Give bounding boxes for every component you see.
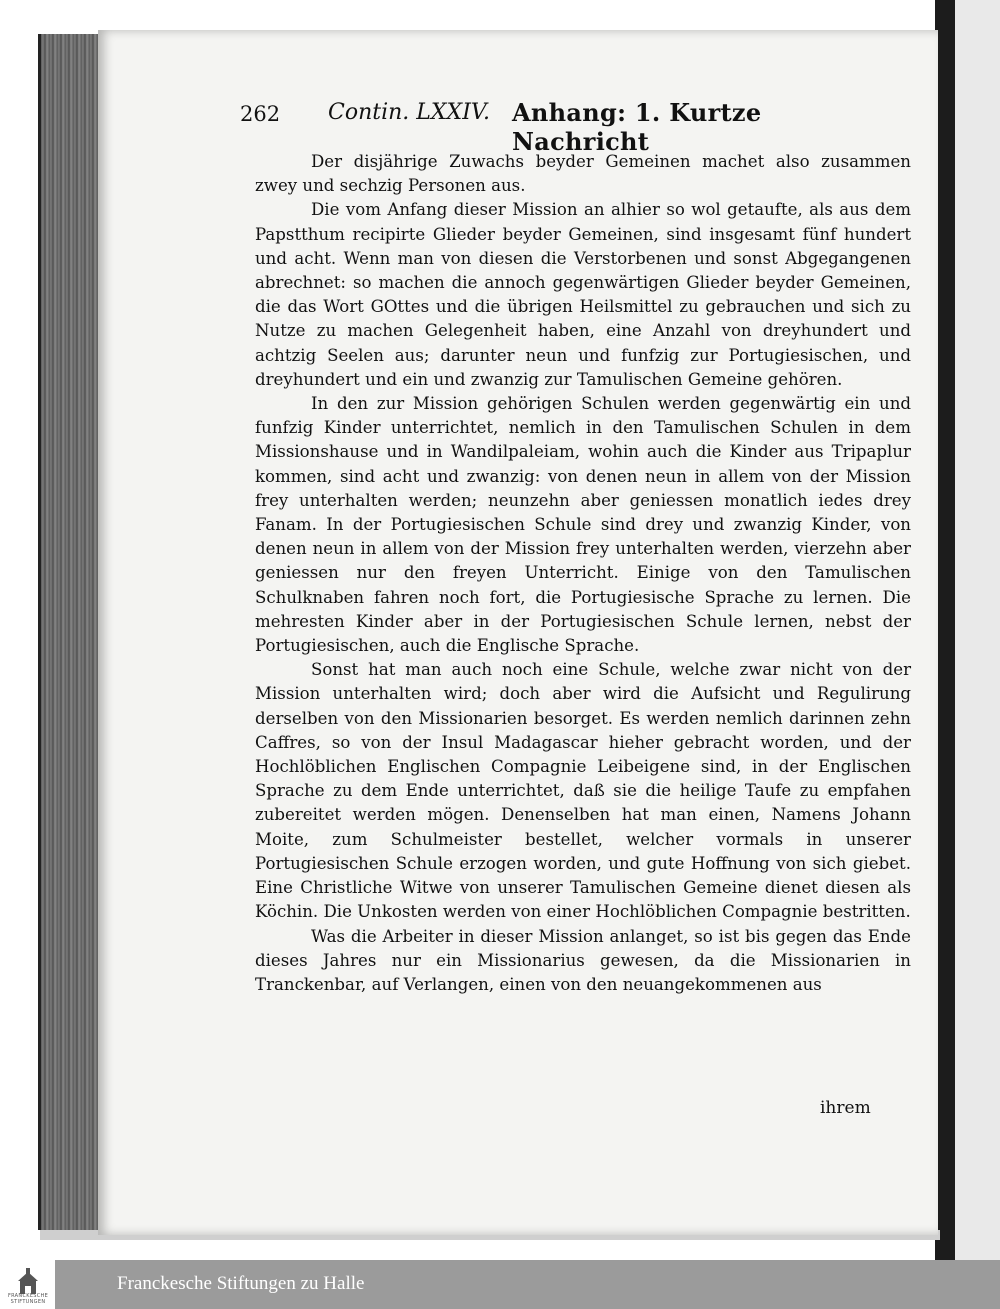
paragraph: Was die Arbeiter in dieser Mission anlanget, so ist bis gegen das Ende dieses Jahres nur ein Missionarius gewesen, da die Missionarien in Tranckenbar, auf Verlangen, einen von den neuangekommenen aus <box>255 926 911 994</box>
running-header <box>240 98 840 156</box>
paragraph: Sonst hat man auch noch eine Schule, welche zwar nicht von der Mission unterhalten wird; doch aber wird die Aufsicht und Regulirung derselben von den Missionarien besorget. Es werden nemlich darinnen zehn Caffres, so von der Insul Madagascar hieher gebracht worden, und der Hochlöblichen Englischen Compagnie Leibeigene sind, in der Englischen Sprache zu dem Ende unterrichtet, daß sie die heilige Taufe zu empfahen zubereitet werden mögen. Denenselben hat man einen, Namens Johann Moite, zum Schulmeister bestellet, welcher vormals in unserer Portugiesischen Schule erzogen worden, und gute Hoffnung von sich giebet. Eine Christliche Witwe von unserer Tamulischen Gemeine dienet diesen als Köchin. Die Unkosten werden von einer Hochlöblichen Compagnie bestritten. <box>255 660 911 922</box>
paragraph: In den zur Mission gehörigen Schulen werden gegenwärtig ein und funfzig Kinder unterrichtet, nemlich in den Tamulischen Schulen in dem Missionshause und in Wandilpaleiam, wohin auch die Kinder aus Tripaplur kommen, sind acht und zwanzig: von denen neun in allem von der Mission frey unterhalten werden; neunzehn aber geniessen monatlich iedes drey Fanam. In der Portugiesischen Schule sind drey und zwanzig Kinder, von denen neun in allem von der Mission frey unterhalten werden, vierzehn aber geniessen nur den freyen Unterricht. Einige von den Tamulischen Schulknaben fahren noch fort, die Portugiesische Sprache zu lernen. Die mehresten Kinder aber in der Portugiesischen Schule lernen, nebst der Portugiesischen, auch die Englische Sprache. <box>255 394 911 656</box>
body-text <box>255 150 911 997</box>
footer <box>0 1260 1000 1309</box>
catchword: ihrem <box>820 1098 871 1118</box>
footer-institution-text: Franckesche Stiftungen zu Halle <box>117 1273 365 1294</box>
footer-bar <box>55 1260 1000 1309</box>
continuation-label: Contin. LXXIV. <box>328 100 490 125</box>
paragraph: Der disjährige Zuwachs beyder Gemeinen machet also zusammen zwey und sechzig Personen aus. <box>255 152 911 196</box>
paragraph: Die vom Anfang dieser Mission an alhier so wol getaufte, als aus dem Papstthum recipirte Glieder beyder Gemeinen, sind insgesamt fünf hundert und acht. Wenn man von diesen die Verstorbenen und sonst Abgegangenen abrechnet: so machen die annoch gegenwärtigen Glieder beyder Gemeinen, die das Wort GOttes und die übrigen Heilsmittel zu gebrauchen und sich zu Nutze zu machen Gelegenheit haben, eine Anzahl von dreyhundert und achtzig Seelen aus; darunter neun und funfzig zur Portugiesischen, und dreyhundert und ein und zwanzig zur Tamulischen Gemeine gehören. <box>255 200 911 389</box>
page-number: 262 <box>240 102 281 126</box>
logo-caption: FRANCKESCHE STIFTUNGEN <box>7 1293 49 1305</box>
scan-right-edge-paper <box>955 0 1000 1260</box>
book-spine-page-edges <box>38 34 101 1230</box>
scan-top-margin <box>0 0 1000 30</box>
header-title: Anhang: 1. Kurtze Nachricht <box>512 98 762 156</box>
